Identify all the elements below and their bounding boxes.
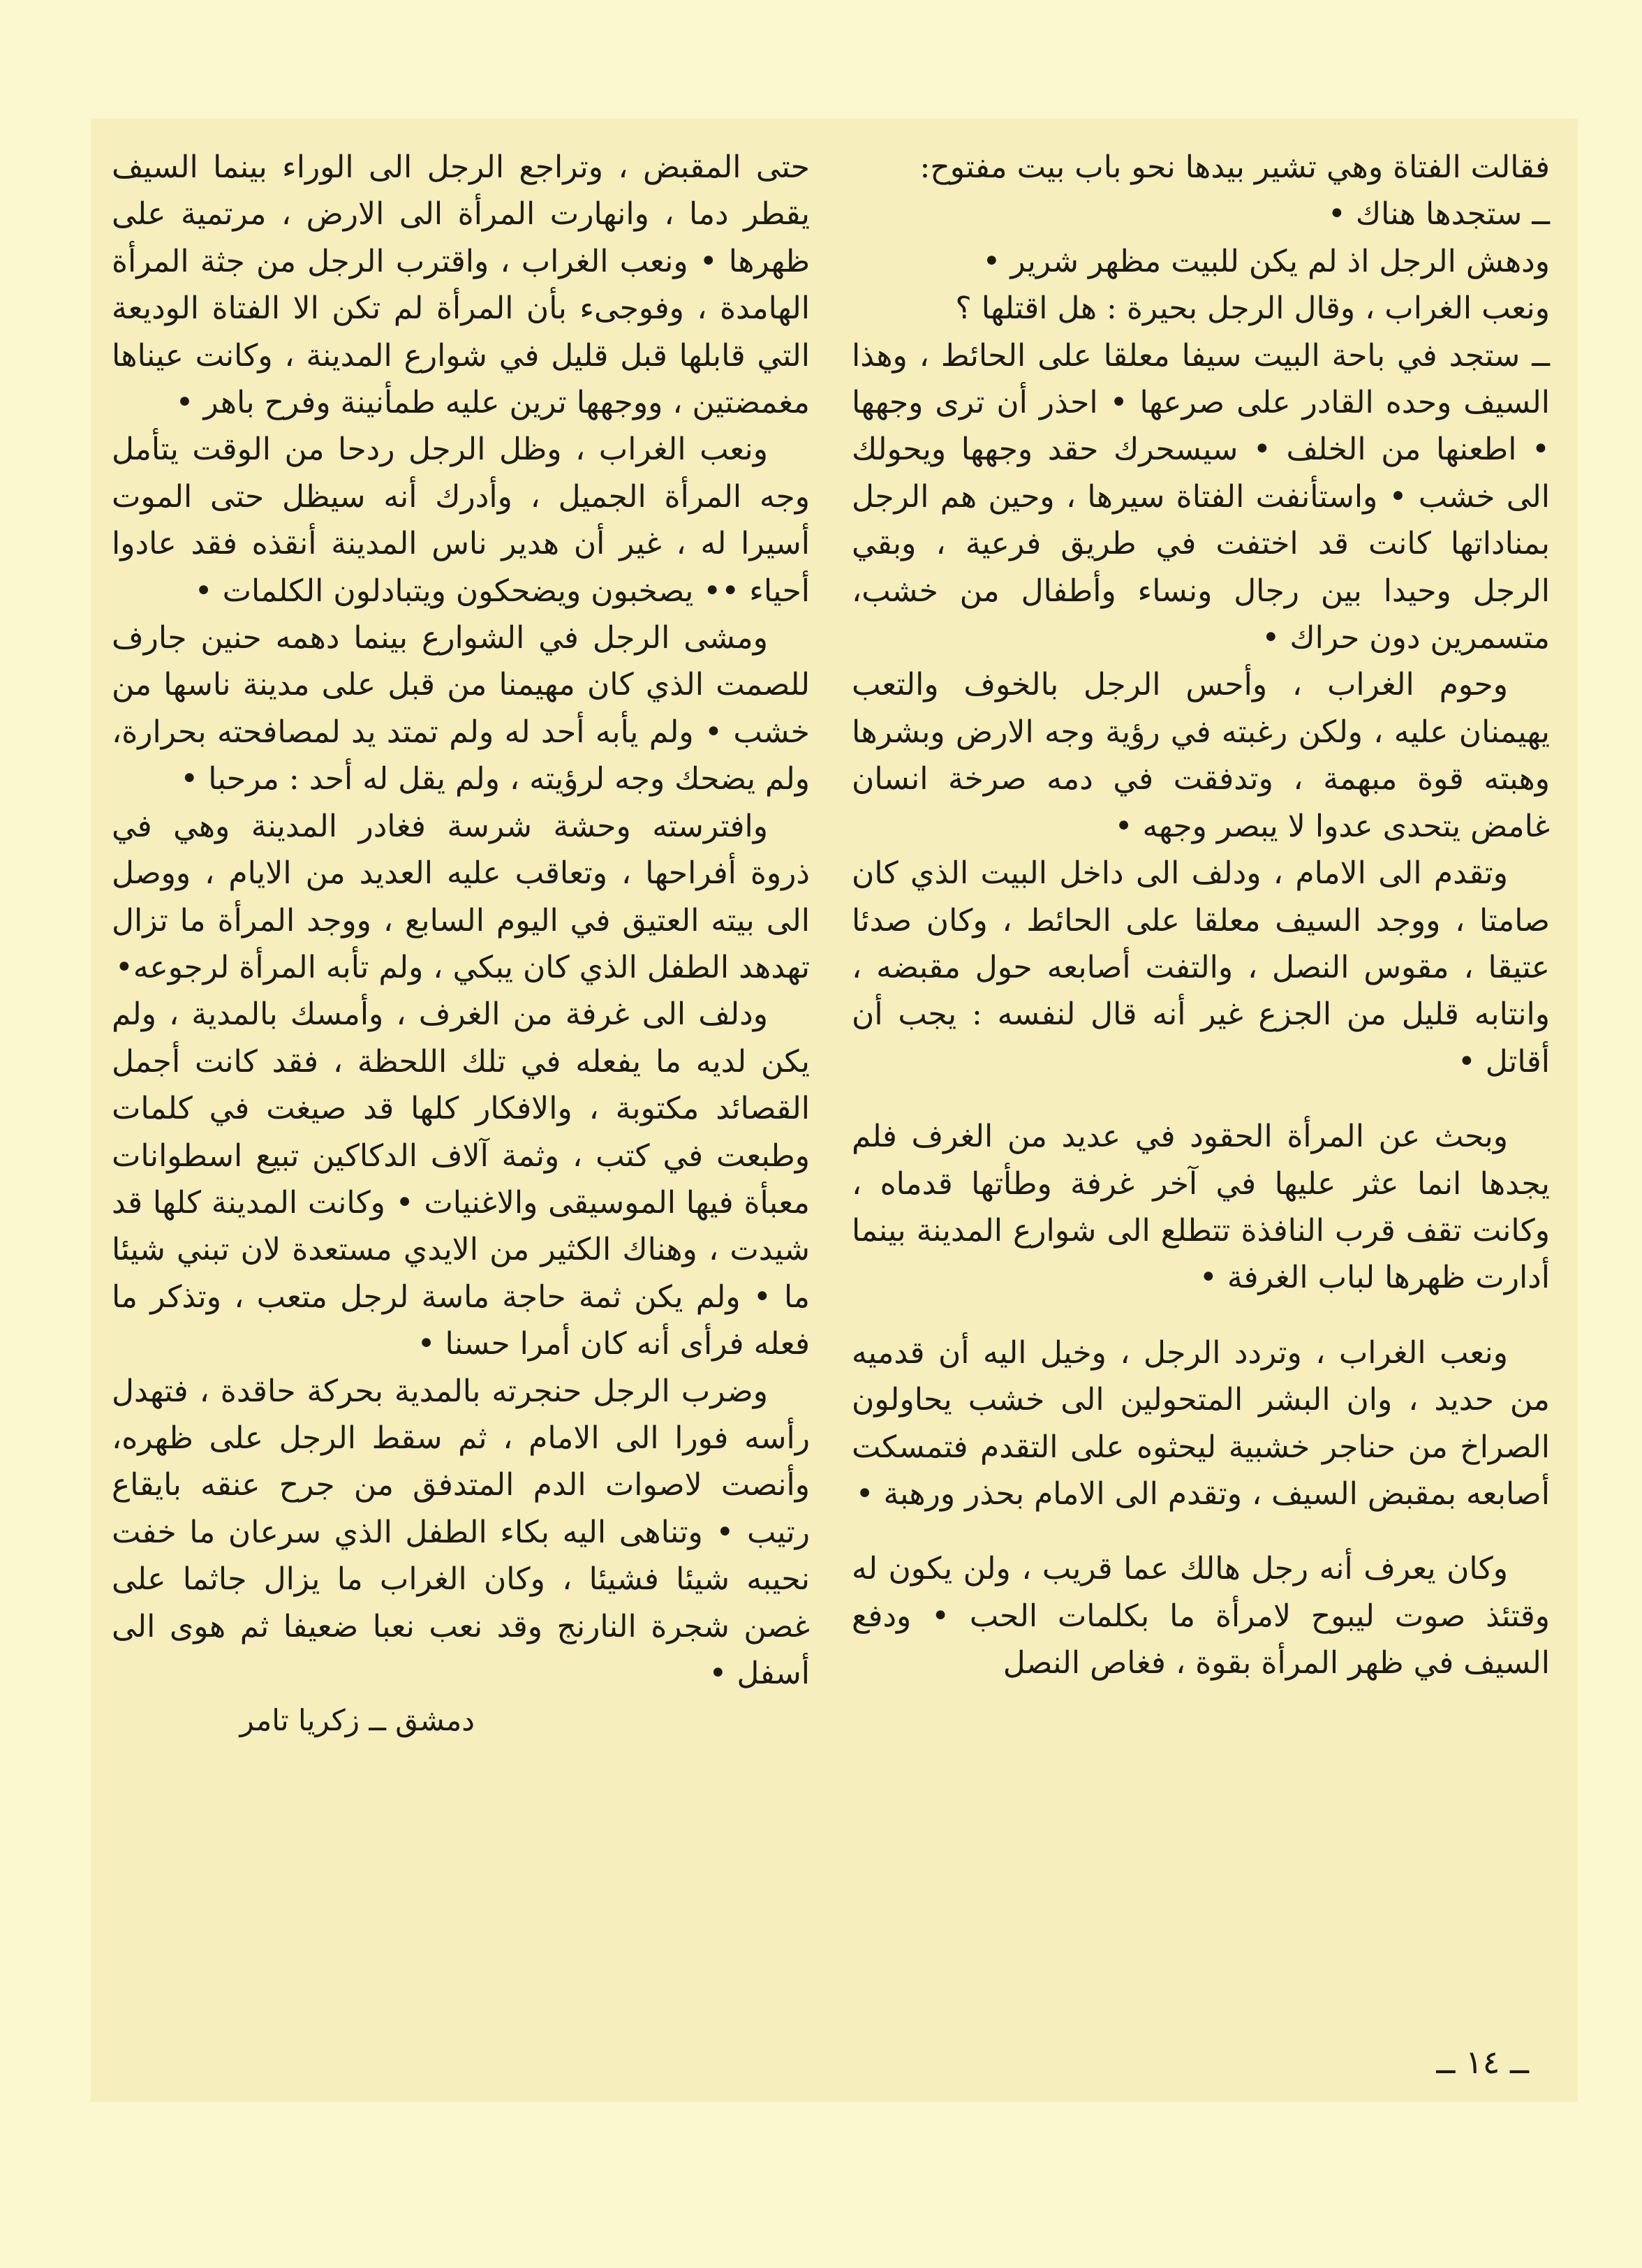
author-signature: دمشق ــ زكريا تامر bbox=[239, 1703, 475, 1738]
magazine-page bbox=[91, 119, 1578, 2102]
paragraph: وافترسته وحشة شرسة فغادر المدينة وهي في ذروة أفراحها ، وتعاقب عليه العديد من الايام ، ووصل الى بيته العتيق في اليوم السابع ، ووجد المرأة ما تزال تهدهد الطفل الذي كان يبكي ، ولم تأبه المرأة لرجوعه• bbox=[112, 808, 810, 985]
paragraph: وضرب الرجل حنجرته بالمدية بحركة حاقدة ، فتهدل رأسه فورا الى الامام ، ثم سقط الرجل على ظهره، وأنصت لاصوات الدم المتدفق من جرح عنقه بايقاع رتيب • وتناهى اليه بكاء الطفل الذي سرعان ما خفت نحيبه شيئا فشيئا ، وكان الغراب ما يزال جاثما على غصن شجرة النارنج وقد نعب نعبا ضعيفا ثم هوى الى أسفل • bbox=[112, 1373, 810, 1691]
paragraph: ودهش الرجل اذ لم يكن للبيت مظهر شرير • bbox=[982, 243, 1550, 279]
paragraph-gap bbox=[852, 1085, 1550, 1113]
paragraph-gap bbox=[852, 1302, 1550, 1330]
paragraph: وكان يعرف أنه رجل هالك عما قريب ، ولن يكون له وقتئذ صوت ليبوح لامرأة ما بكلمات الحب • ودفع السيف في ظهر المرأة بقوة ، فغاص النصل bbox=[852, 1551, 1550, 1681]
paragraph: وحوم الغراب ، وأحس الرجل بالخوف والتعب يهيمنان عليه ، ولكن رغبته في رؤية وجه الارض وبشرها وهبته قوة مبهمة ، وتدفقت في دمه صرخة انسان غامض يتحدى عدوا لا يبصر وجهه • bbox=[852, 667, 1550, 844]
paragraph: ونعب الغراب ، وظل الرجل ردحا من الوقت يتأمل وجه المرأة الجميل ، وأدرك أنه سيظل حتى الموت أسيرا له ، غير أن هدير ناس المدينة أنقذه فقد عادوا أحياء •• يصخبون ويضحكون ويتبادلون الكلمات • bbox=[112, 432, 810, 609]
paragraph-gap bbox=[852, 1517, 1550, 1545]
paragraph: ونعب الغراب ، وقال الرجل بحيرة : هل اقتلها ؟ bbox=[955, 290, 1550, 327]
paragraph: ومشى الرجل في الشوارع بينما دهمه حنين جارف للصمت الذي كان مهيمنا من قبل على مدينة ناسها من خشب • ولم يأبه أحد له ولم تمتد يد لمصافحته بحرارة، ولم يضحك وجه لرؤيته ، ولم يقل له أحد : مرحبا • bbox=[112, 620, 810, 797]
paragraph: ونعب الغراب ، وتردد الرجل ، وخيل اليه أن قدميه من حديد ، وان البشر المتحولين الى خشب يحاولون الصراخ من حناجر خشبية ليحثوه على التقدم فتمسكت أصابعه بمقبض السيف ، وتقدم الى الامام بحذر ورهبة • bbox=[852, 1334, 1550, 1512]
left-column bbox=[112, 144, 810, 1744]
page-number: ــ ١٤ ــ bbox=[1436, 2043, 1529, 2081]
paragraph: وتقدم الى الامام ، ودلف الى داخل البيت الذي كان صامتا ، ووجد السيف معلقا على الحائط ، وكان صدئا عتيقا ، مقوس النصل ، والتفت أصابعه حول مقبضه ، وانتابه قليل من الجزع غير أنه قال لنفسه : يجب أن أقاتل • bbox=[852, 855, 1550, 1080]
right-column bbox=[852, 144, 1550, 1687]
paragraph: ــ ستجد في باحة البيت سيفا معلقا على الحائط ، وهذا السيف وحده القادر على صرعها • احذر أن ترى وجهها • اطعنها من الخلف • سيسحرك حقد وجهها ويحولك الى خشب • واستأنفت الفتاة سيرها ، وحين هم الرجل بمناداتها كانت قد اختفت في طريق فرعية ، وبقي الرجل وحيدا بين رجال ونساء وأطفال من خشب، متسمرين دون حراك • bbox=[852, 337, 1551, 656]
paragraph: فقالت الفتاة وهي تشير بيدها نحو باب بيت مفتوح: bbox=[919, 149, 1550, 185]
paragraph: وبحث عن المرأة الحقود في عديد من الغرف فلم يجدها انما عثر عليها في آخر غرفة وطأتها قدماه ، وكانت تقف قرب النافذة تتطلع الى شوارع المدينة بينما أدارت ظهرها لباب الغرفة • bbox=[852, 1119, 1551, 1296]
paragraph: حتى المقبض ، وتراجع الرجل الى الوراء بينما السيف يقطر دما ، وانهارت المرأة الى الارض ، مرتمية على ظهرها • ونعب الغراب ، واقترب الرجل من جثة المرأة الهامدة ، وفوجىء بأن المرأة لم تكن الا الفتاة الوديعة التي قابلها قبل قليل في شوارع المدينة ، وكانت عيناها مغمضتين ، ووجهها ترين عليه طمأنينة وفرح باهر • bbox=[112, 149, 810, 421]
paragraph: ودلف الى غرفة من الغرف ، وأمسك بالمدية ، ولم يكن لديه ما يفعله في تلك اللحظة ، فقد كانت أجمل القصائد مكتوبة ، والافكار كلها قد صيغت في كلمات وطبعت في كتب ، وثمة آلاف الدكاكين تبيع اسطوانات معبأة فيها الموسيقى والاغنيات • وكانت المدينة كلها قد شيدت ، وهناك الكثير من الايدي مستعدة لان تبني شيئا ما • ولم يكن ثمة حاجة ماسة لرجل متعب ، وتذكر ما فعله فرأى أنه كان أمرا حسنا • bbox=[112, 996, 810, 1362]
paragraph: ــ ستجدها هناك • bbox=[1327, 196, 1550, 233]
